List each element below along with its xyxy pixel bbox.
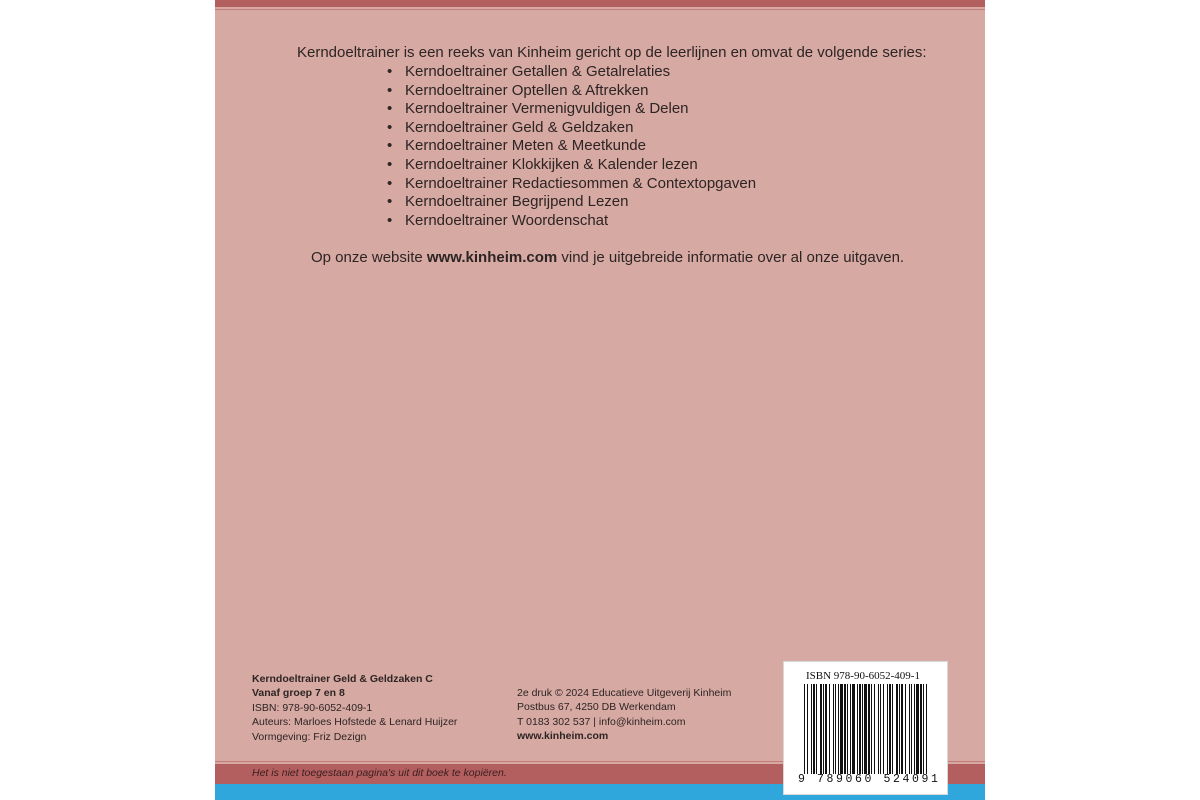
- barcode-box: [783, 661, 948, 795]
- design-line: Vormgeving: Friz Dezign: [252, 730, 367, 743]
- contact-line: T 0183 302 537 | info@kinheim.com: [517, 715, 686, 728]
- series-intro: Kerndoeltrainer is een reeks van Kinheim gericht op de leerlijnen en omvat de volgende series:: [297, 44, 927, 61]
- series-item: • Kerndoeltrainer Woordenschat: [387, 212, 756, 231]
- series-item: • Kerndoeltrainer Klokkijken & Kalender lezen: [387, 156, 756, 175]
- barcode-isbn-label: ISBN 978-90-6052-409-1: [806, 670, 920, 682]
- colophon-publisher: [517, 686, 731, 744]
- edition-line: 2e druk © 2024 Educatieve Uitgeverij Kinheim: [517, 687, 732, 699]
- top-divider: [215, 9, 985, 10]
- website-prefix: Op onze website: [311, 249, 427, 266]
- series-item: • Kerndoeltrainer Meten & Meetkunde: [387, 137, 756, 156]
- website-link[interactable]: www.kinheim.com: [426, 249, 558, 266]
- isbn-line: ISBN: 978-90-6052-409-1: [252, 701, 373, 714]
- series-item: • Kerndoeltrainer Vermenigvuldigen & Delen: [387, 100, 756, 119]
- series-item: • Kerndoeltrainer Geld & Geldzaken: [387, 119, 756, 138]
- copyright-notice: Het is niet toegestaan pagina's uit dit boek te kopiëren.: [252, 767, 507, 779]
- top-band: [215, 0, 985, 7]
- publisher-website[interactable]: www.kinheim.com: [517, 730, 609, 743]
- authors-line: Auteurs: Marloes Hofstede & Lenard Huijzer: [252, 716, 458, 729]
- series-item: • Kerndoeltrainer Redactiesommen & Contextopgaven: [387, 175, 756, 194]
- series-item: • Kerndoeltrainer Getallen & Getalrelaties: [387, 63, 756, 82]
- barcode-digits: 9 789060 524091: [798, 773, 941, 786]
- website-suffix: vind je uitgebreide informatie over al onze uitgaven.: [557, 249, 905, 266]
- colophon-left: [252, 672, 457, 744]
- barcode-icon: [804, 684, 928, 774]
- series-item: • Kerndoeltrainer Optellen & Aftrekken: [387, 82, 756, 101]
- series-list: [387, 63, 756, 230]
- series-item: • Kerndoeltrainer Begrijpend Lezen: [387, 193, 756, 212]
- address-line: Postbus 67, 4250 DB Werkendam: [517, 701, 676, 714]
- target-group: Vanaf groep 7 en 8: [252, 687, 345, 700]
- book-title: Kerndoeltrainer Geld & Geldzaken C: [252, 673, 433, 685]
- website-line: [311, 249, 904, 266]
